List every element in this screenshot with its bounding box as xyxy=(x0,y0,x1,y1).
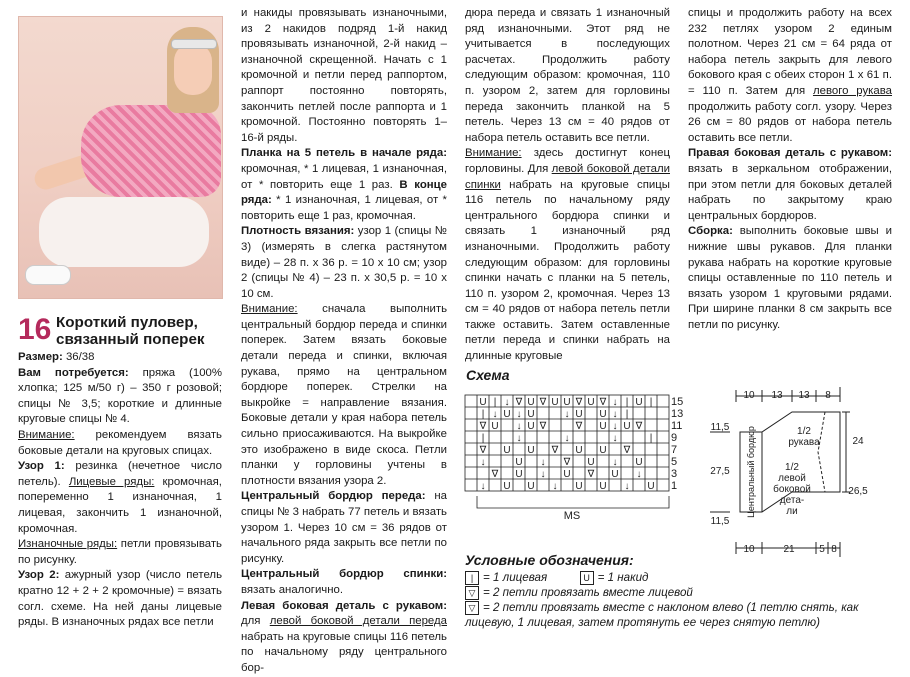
dim-bottom: 8 xyxy=(831,544,837,555)
pattern1-face-label: Лицевые ряды: xyxy=(68,475,155,488)
scheme-title: Схема xyxy=(466,367,510,383)
col3-intro: дюра переда и связать 1 изнаночный ряд изнаночными. Этот ряд не учитывается в последующих расчетах. Продолжить работу следующим образом: кромочная, 110 п. узором 2, затем для горловины переда закончить планкой на 5 петель. Через 13 см = 40 рядов от набора петель оставить все петли. xyxy=(465,7,670,144)
legend-title: Условные обозначения: xyxy=(465,552,634,568)
svg-text:↓: ↓ xyxy=(504,397,510,408)
svg-text:U: U xyxy=(575,445,583,456)
row-number: 5 xyxy=(671,456,678,468)
text-column-4 xyxy=(688,6,892,333)
svg-text:U: U xyxy=(575,481,583,492)
svg-text:↓: ↓ xyxy=(612,457,618,468)
legend xyxy=(465,570,885,630)
svg-text:↓: ↓ xyxy=(612,409,618,420)
svg-text:U: U xyxy=(647,481,655,492)
svg-text:↓: ↓ xyxy=(540,457,546,468)
svg-text:↓: ↓ xyxy=(564,409,570,420)
right-piece-label: Правая боковая деталь с рукавом: xyxy=(688,147,892,160)
svg-text:∇: ∇ xyxy=(539,397,547,408)
knitting-chart xyxy=(460,390,690,525)
model-photo xyxy=(18,16,223,299)
svg-text:∇: ∇ xyxy=(623,445,631,456)
ssk-icon: ▽ xyxy=(465,601,479,615)
svg-text:↓: ↓ xyxy=(516,421,522,432)
attention-text: сначала выполнить центральный бордюр переда и спинки поперек. Затем вязать боковые детали переда и спинки, включая рукава, прямо на центральном бордюре поперек. Стрелки на выкройке = направление вязания. Боковые детали у края набора петель сильно приосаживаются. На выкройке это изображено в виде скоса. Петли планки у горловины учтены в плотности вязания узора 2. xyxy=(241,303,447,487)
back-border-label: Центральный бордюр спинки: xyxy=(241,568,447,581)
legend-text: = 2 петли провязать вместе с наклоном влево (1 петлю снять, как лицевую, 1 лицевая, затем протянуть ее через снятую петлю) xyxy=(465,601,859,629)
col2-intro: и накиды провязывать изнаночными, из 2 накидов подряд 1-й накид провязывать изнаночной, 2-й накид – изнаночной скрещенной. Начать с 1 кромочной и петли перед раппортом, раппорт постоянно повторять, закончить петлей после раппорта и 1 кромочной. Постоянно повторять 1–16-й ряды. xyxy=(241,7,447,144)
front-border-label: Центральный бордюр переда: xyxy=(241,490,426,503)
left-piece-text-2: набрать на круговые спицы 116 петель по начальному ряду центрального бор- xyxy=(241,630,447,674)
svg-text:U: U xyxy=(527,409,535,420)
svg-text:U: U xyxy=(599,445,607,456)
row-number: 3 xyxy=(671,468,678,480)
assembly-text: выполнить боковые швы и нижние швы рукавов. Для планки рукава набрать на короткие круговые спицы оставленные по 110 петель и вязать узором 1 круговыми рядами. При ширине планки 8 см закрыть все петли по рисунку. xyxy=(688,225,892,331)
svg-text:|: | xyxy=(625,409,629,420)
photo-sunglasses xyxy=(171,39,217,49)
dim-right: 24 xyxy=(852,436,864,447)
pattern1-label: Узор 1: xyxy=(18,460,65,473)
svg-text:U: U xyxy=(587,457,595,468)
photo-shoe xyxy=(25,265,71,285)
svg-text:∇: ∇ xyxy=(551,445,559,456)
svg-text:∇: ∇ xyxy=(635,421,643,432)
attention-label: Внимание: xyxy=(241,303,298,316)
side-piece-label: 1/2 xyxy=(785,462,799,473)
planka-label: Планка на 5 петель в начале ряда: xyxy=(241,147,447,160)
dim-top: 10 xyxy=(743,390,755,401)
svg-text:↓: ↓ xyxy=(492,409,498,420)
rapport-bracket xyxy=(477,496,669,508)
svg-text:U: U xyxy=(551,397,559,408)
pattern1-back-label: Изнаночные ряды: xyxy=(18,538,118,551)
svg-text:↓: ↓ xyxy=(564,433,570,444)
pattern1-face-text: кромочная, попеременно 1 изнаночная, 1 лицевая, закончить 1 изнаночной, кромочная. xyxy=(18,475,222,535)
row-number: 15 xyxy=(671,396,684,408)
rapport-label: MS xyxy=(563,510,581,522)
sleeve-label: 1/2 xyxy=(797,426,811,437)
left-piece-text: для xyxy=(241,615,270,628)
dim-top: 13 xyxy=(771,390,783,401)
svg-text:U: U xyxy=(599,481,607,492)
planka-text: кромочная, * 1 лицевая, 1 изнаночная, от * повторить еще 1 раз. xyxy=(241,162,447,191)
dim-left: 11,5 xyxy=(710,516,730,527)
svg-text:U: U xyxy=(503,481,511,492)
svg-text:U: U xyxy=(635,457,643,468)
svg-text:↓: ↓ xyxy=(480,457,486,468)
col4-intro: спицы и продолжить работу на всех 232 петлях узором 2 единым полотном. Через 21 см = 64 ряда от набора петель закрыть для левого бокового края с обеих сторон 1 х 61 п. = 110 п. Затем для xyxy=(688,7,892,97)
photo-face xyxy=(174,43,212,95)
legend-text: = 1 накид xyxy=(597,571,649,584)
dim-top: 13 xyxy=(798,390,810,401)
size-value: 36/38 xyxy=(62,351,95,363)
svg-text:U: U xyxy=(527,481,535,492)
k2tog-icon: ▽ xyxy=(465,586,479,600)
row-number: 7 xyxy=(671,444,678,456)
col3-attention-text: здесь достигнут конец горловины. Для xyxy=(465,147,670,175)
svg-text:U: U xyxy=(563,397,571,408)
text-column-2 xyxy=(241,6,447,677)
svg-text:↓: ↓ xyxy=(552,481,558,492)
row-number: 11 xyxy=(671,420,683,432)
svg-text:U: U xyxy=(515,469,523,480)
svg-text:U: U xyxy=(491,421,499,432)
svg-text:U: U xyxy=(599,421,607,432)
note-text: рекомендуем вязать боковые детали на круговых спицах. xyxy=(18,428,222,457)
svg-text:U: U xyxy=(515,457,523,468)
photo-legs xyxy=(39,197,209,267)
text-column-1 xyxy=(18,350,222,631)
row-number: 1 xyxy=(671,480,678,492)
left-piece-underlined: левой боковой детали переда xyxy=(269,615,447,628)
pattern2-label: Узор 2: xyxy=(18,569,60,582)
right-piece-text: вязать в зеркальном отображении, при этом петли для боковых деталей набрать по закрытому краю центральных бордюров. xyxy=(688,162,892,222)
photo-pullover xyxy=(81,105,221,197)
svg-text:|: | xyxy=(493,397,497,408)
materials-label: Вам потребуется: xyxy=(18,366,129,379)
svg-text:↓: ↓ xyxy=(612,433,618,444)
svg-text:U: U xyxy=(587,397,595,408)
svg-text:|: | xyxy=(649,433,653,444)
side-piece-label: дета- xyxy=(779,495,805,506)
sleeve-line xyxy=(818,412,825,492)
svg-text:U: U xyxy=(623,421,631,432)
side-piece-label: ли xyxy=(786,506,798,517)
left-piece-label: Левая боковая деталь с рукавом: xyxy=(241,599,447,612)
svg-text:↓: ↓ xyxy=(612,421,618,432)
col4-intro-2: продолжить работу согл. узору. Через 26 см = 80 рядов от набора петель оставить все петли. xyxy=(688,100,892,144)
svg-text:U: U xyxy=(611,469,619,480)
row-number: 9 xyxy=(671,432,678,444)
assembly-label: Сборка: xyxy=(688,225,733,238)
legend-row xyxy=(465,600,885,630)
dim-bottom: 10 xyxy=(743,544,755,555)
svg-text:U: U xyxy=(527,445,535,456)
svg-text:|: | xyxy=(481,433,485,444)
svg-text:↓: ↓ xyxy=(636,469,642,480)
dim-bottom: 21 xyxy=(783,544,795,555)
svg-text:∇: ∇ xyxy=(479,421,487,432)
pattern-title xyxy=(18,313,228,349)
dim-right: 26,5 xyxy=(848,486,868,497)
chart-row-numbers xyxy=(671,396,683,492)
svg-text:∇: ∇ xyxy=(479,445,487,456)
svg-text:∇: ∇ xyxy=(599,397,607,408)
chart-symbols xyxy=(479,397,655,492)
dim-bottom: 5 xyxy=(819,544,825,555)
svg-text:|: | xyxy=(481,409,485,420)
svg-text:U: U xyxy=(599,409,607,420)
pattern-number: 16 xyxy=(18,313,52,346)
svg-text:|: | xyxy=(625,397,629,408)
row-number: 13 xyxy=(671,408,684,420)
col3-attention-label: Внимание: xyxy=(465,147,522,160)
note-label: Внимание: xyxy=(18,428,75,441)
svg-text:U: U xyxy=(527,421,535,432)
knit-stitch-icon: | xyxy=(465,571,479,585)
legend-text: = 2 петли провязать вместе лицевой xyxy=(483,586,693,599)
svg-text:|: | xyxy=(649,397,653,408)
density-text: узор 1 (спицы № 3) (измерять в слегка растянутом виде) – 28 п. х 36 р. = 10 х 10 см; узор 2 (спицы № 4) – 23 п. х 30,5 р. = 10 х 10 см. xyxy=(241,225,447,300)
svg-text:↓: ↓ xyxy=(516,433,522,444)
front-border-text: на спицы № 3 набрать 77 петель и вязать узором 1. Через 10 см = 36 рядов от начального ряда закрыть все петли по рисунку. xyxy=(241,490,447,565)
legend-row xyxy=(465,570,885,585)
sleeve-label: рукава xyxy=(788,437,820,448)
yarn-over-icon: U xyxy=(580,571,594,585)
border-label: Центральный бордюр xyxy=(746,426,756,518)
svg-text:U: U xyxy=(635,397,643,408)
svg-text:↓: ↓ xyxy=(624,481,630,492)
dim-top: 8 xyxy=(825,390,831,401)
pattern-name: Короткий пуловер, связанный поперек xyxy=(56,314,205,348)
planka-end-label: В конце ряда: xyxy=(241,178,447,207)
svg-text:↓: ↓ xyxy=(612,397,618,408)
svg-text:↓: ↓ xyxy=(540,469,546,480)
side-piece-label: левой xyxy=(778,473,806,484)
density-label: Плотность вязания: xyxy=(241,225,355,238)
svg-text:U: U xyxy=(563,469,571,480)
dim-left: 27,5 xyxy=(710,466,730,477)
col4-sleeve-underlined: левого рукава xyxy=(812,84,893,97)
pattern2-text: ажурный узор (число петель кратно 12 + 2 + 2 кромочные) = вязать согл. схеме. На ней даны лицевые ряды. В изнаночных рядах все петли xyxy=(18,569,223,629)
svg-text:∇: ∇ xyxy=(587,469,595,480)
side-piece-label: боковой xyxy=(773,484,811,495)
col3-attention-text-2: набрать на круговые спицы 116 петель по начальному ряду центрального бордюра спинки и связать 1 изнаночный ряд изнаночными. Продолжить работу следующим образом: для горловины спинки начать с планки на 5 петель, 110 п. узором 2, кромочная. Через 13 см = 40 рядов от набора петель петли также оставить. Затем оставленные петли переда и спинки набрать на длинные круговые xyxy=(465,178,670,363)
col3-attention-underlined: левой боковой детали спинки xyxy=(465,162,670,191)
svg-text:∇: ∇ xyxy=(491,469,499,480)
legend-text: = 1 лицевая xyxy=(483,571,548,584)
size-label: Размер: xyxy=(18,351,63,363)
svg-text:∇: ∇ xyxy=(575,421,583,432)
pattern1-back-text: петли провязывать по рисунку. xyxy=(18,538,222,566)
pattern1-text: резинка (нечетное число петель). xyxy=(18,460,222,488)
back-border-text: вязать аналогично. xyxy=(241,583,344,596)
svg-text:U: U xyxy=(575,409,583,420)
svg-text:U: U xyxy=(479,397,487,408)
legend-row xyxy=(465,585,885,600)
svg-text:∇: ∇ xyxy=(563,457,571,468)
svg-text:U: U xyxy=(503,409,511,420)
planka-end-text: * 1 изнаночная, 1 лицевая, от * повторить еще 1 раз, кромочная. xyxy=(241,194,447,222)
svg-text:U: U xyxy=(527,397,535,408)
svg-text:U: U xyxy=(503,445,511,456)
dimension-lines xyxy=(710,390,850,554)
materials-text: пряжа (100% хлопка; 125 м/50 г) – 350 г розовой; спицы № 3,5; короткие и длинные круговые спицы № 4. xyxy=(18,366,222,426)
svg-text:∇: ∇ xyxy=(515,397,523,408)
garment-pattern-diagram xyxy=(700,382,895,557)
svg-text:↓: ↓ xyxy=(480,481,486,492)
dim-left: 11,5 xyxy=(710,422,730,433)
svg-text:∇: ∇ xyxy=(575,397,583,408)
svg-text:∇: ∇ xyxy=(539,421,547,432)
svg-text:↓: ↓ xyxy=(516,409,522,420)
text-column-3 xyxy=(465,6,670,365)
